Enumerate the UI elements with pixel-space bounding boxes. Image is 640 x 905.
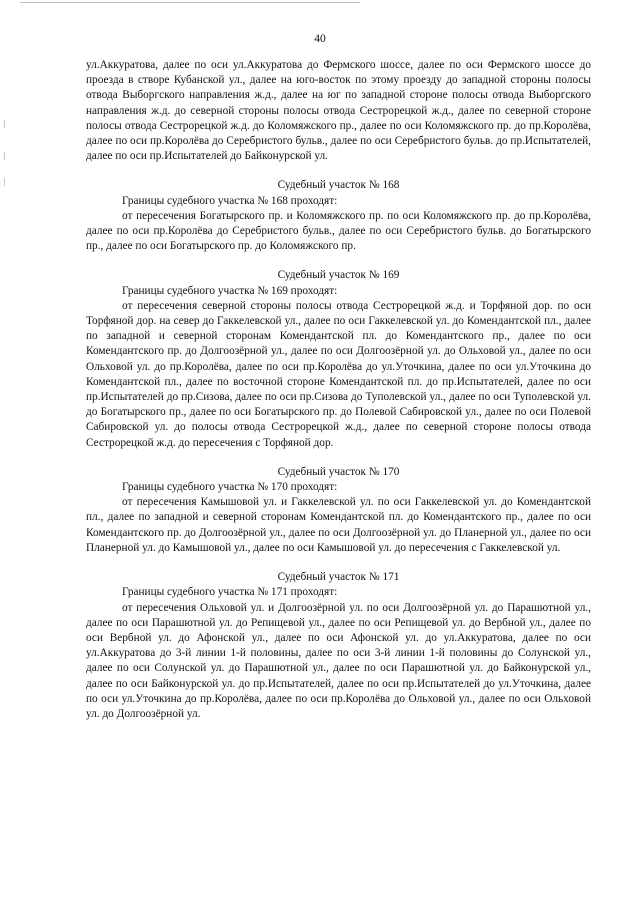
intro-paragraph: ул.Аккуратова, далее по оси ул.Аккуратова до Фермского шоссе, далее по оси Фермского шоссе до проезда в створе Кубанской ул., далее на юго-восток по этому проезду до западной стороны полосы отвода Выборгского направления ж.д., далее на юг по западной стороне полосы отвода Выборгского направления ж.д. до северной стороны полосы отвода Сестрорецкой ж.д., далее по северной стороне полосы отвода Сестрорецкой ж.д. до Коломяжского пр., далее по оси Коломяжского пр. до пр.Королёва, далее по оси пр.Королёва до Серебристого бульв., далее по оси Серебристого бульв. до пр.Испытателей, далее по оси пр.Испытателей до Байконурской ул. (86, 59, 591, 163)
section-title: Судебный участок № 169 (277, 269, 400, 282)
section-title: Судебный участок № 168 (277, 179, 400, 192)
section-subtitle: Границы судебного участка № 170 проходят: (122, 481, 338, 494)
section-171 (86, 570, 591, 722)
section-body: от пересечения Ольховой ул. и Долгоозёрной ул. по оси Долгоозёрной ул. до Парашютной ул., далее по оси Парашютной ул. до Репищевой ул., далее по оси Репищевой ул. до Вербной ул., далее по оси Вербной ул. до Афонской ул., далее по оси Афонской ул. до ул.Аккуратова, далее по оси ул.Аккуратова до 3-й линии 1-й половины, далее по оси 3-й линии 1-й половины до Солунской ул., далее по оси Солунской ул. до Парашютной ул., далее по оси Парашютной ул. до Байконурской ул., далее по оси Байконурской ул. до пр.Испытателей, далее по оси пр.Испытателей до ул.Уточкина, далее по оси ул.Уточкина до пр.Королёва, далее по оси пр.Королёва до Ольховой ул., далее по оси Ольховой ул. до Долгоозёрной ул. (86, 601, 591, 720)
page-number: 40 (314, 33, 326, 45)
section-subtitle: Границы судебного участка № 168 проходят: (122, 194, 338, 207)
section-body: от пересечения Богатырского пр. и Коломяжского пр. по оси Коломяжского пр. до пр.Королёва, далее по оси пр.Королёва до Серебристого бульв., далее по оси Серебристого бульв. до Богатырского пр., далее по оси Богатырского пр. до Коломяжского пр. (86, 209, 591, 253)
section-subtitle: Границы судебного участка № 171 проходят: (122, 586, 338, 599)
section-title: Судебный участок № 170 (277, 465, 400, 478)
document-body (86, 58, 591, 722)
section-168 (86, 178, 591, 254)
section-body: от пересечения северной стороны полосы отвода Сестрорецкой ж.д. и Торфяной дор. по оси Торфяной дор. на север до Гаккелевской ул., далее по оси Гаккелевской ул. до Комендантской пл., далее по западной и северной сторонам Комендантской пл. до Комендантского пр., далее по оси Комендантского пр. до Долгоозёрной ул., далее по оси Долгоозёрной ул. до Ольховой ул., далее по оси Ольховой ул. до пр.Королёва, далее по оси пр.Королёва до ул.Уточкина, далее по оси ул.Уточкина до Комендантской пл., далее по восточной стороне Комендантской пл. до пр.Испытателей, далее по оси пр.Испытателей до пр.Сизова, далее по оси пр.Сизова до Туполевской ул., далее по оси Туполевской ул. до Богатырского пр., далее по оси Богатырского пр. до Полевой Сабировской ул., далее по оси Полевой Сабировской ул. до полосы отвода Сестрорецкой ж.д., далее по северной стороне полосы отвода Сестрорецкой ж.д. до пересечения с Торфяной дор. (86, 299, 591, 449)
section-body: от пересечения Камышовой ул. и Гаккелевской ул. по оси Гаккелевской ул. до Комендантской пл., далее по западной и северной сторонам Комендантской пл. до Комендантского пр., далее по оси Комендантского пр. до Долгоозёрной ул., далее по оси Долгоозёрной ул. до Планерной ул., далее по оси Планерной ул. до Камышовой ул., далее по оси Камышовой ул. до пересечения с Гаккелевской ул. (86, 496, 591, 554)
section-subtitle: Границы судебного участка № 169 проходят: (122, 284, 338, 297)
section-170 (86, 465, 591, 556)
scan-top-edge-line (20, 2, 360, 3)
section-title: Судебный участок № 171 (277, 571, 400, 584)
section-169 (86, 268, 591, 450)
